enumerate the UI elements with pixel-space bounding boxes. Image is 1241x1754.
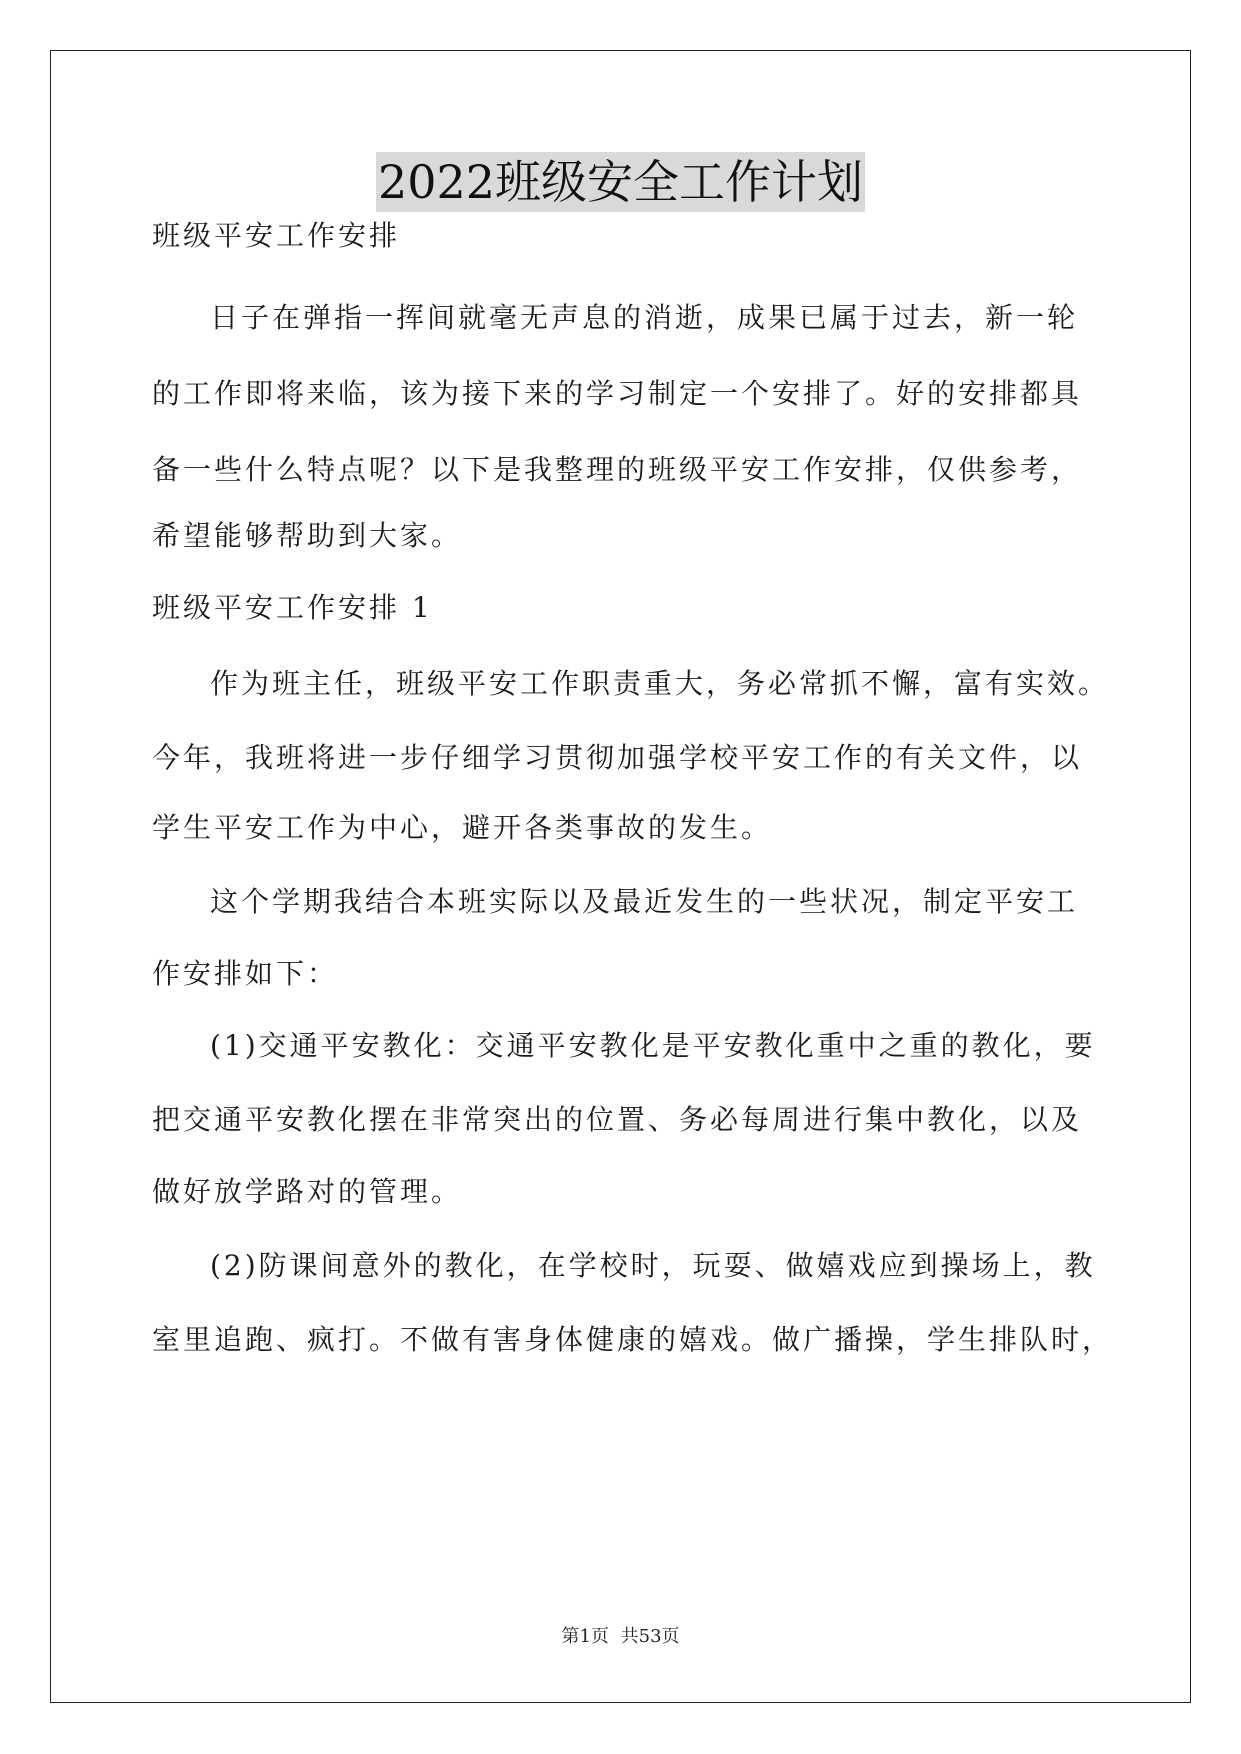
paragraph-line: 日子在弹指一挥间就毫无声息的消逝，成果已属于过去，新一轮 <box>210 301 1079 334</box>
page-total: 共53页 <box>620 1626 680 1647</box>
document-title: 2022班级安全工作计划 <box>376 152 865 212</box>
paragraph-line: 希望能够帮助到大家。 <box>152 519 463 552</box>
paragraph-line: 作安排如下： <box>152 957 339 990</box>
page-number: 第1页 <box>561 1626 609 1647</box>
paragraph-line: 学生平安工作为中心，避开各类事故的发生。 <box>152 811 773 844</box>
paragraph-line: 今年，我班将进一步仔细学习贯彻加强学校平安工作的有关文件，以 <box>152 741 1083 774</box>
paragraph-line: 备一些什么特点呢？以下是我整理的班级平安工作安排，仅供参考， <box>152 453 1083 486</box>
paragraph-line: 做好放学路对的管理。 <box>152 1175 463 1208</box>
paragraph-line: 把交通平安教化摆在非常突出的位置、务必每周进行集中教化，以及 <box>152 1103 1083 1136</box>
title-container <box>0 152 1241 212</box>
paragraph-line: 室里追跑、疯打。不做有害身体健康的嬉戏。做广播操，学生排队时， <box>152 1323 1114 1356</box>
paragraph-line: (1)交通平安教化：交通平安教化是平安教化重中之重的教化，要 <box>210 1029 1096 1062</box>
paragraph-line: 这个学期我结合本班实际以及最近发生的一些状况，制定平安工 <box>210 885 1079 918</box>
paragraph-line: 班级平安工作安排 1 <box>152 591 433 624</box>
paragraph-line: 作为班主任，班级平安工作职责重大，务必常抓不懈，富有实效。 <box>210 667 1110 700</box>
paragraph-line: (2)防课间意外的教化，在学校时，玩耍、做嬉戏应到操场上，教 <box>210 1249 1096 1282</box>
page-footer <box>0 1622 1241 1648</box>
paragraph-line: 的工作即将来临，该为接下来的学习制定一个安排了。好的安排都具 <box>152 377 1083 410</box>
paragraph-line: 班级平安工作安排 <box>152 219 401 252</box>
